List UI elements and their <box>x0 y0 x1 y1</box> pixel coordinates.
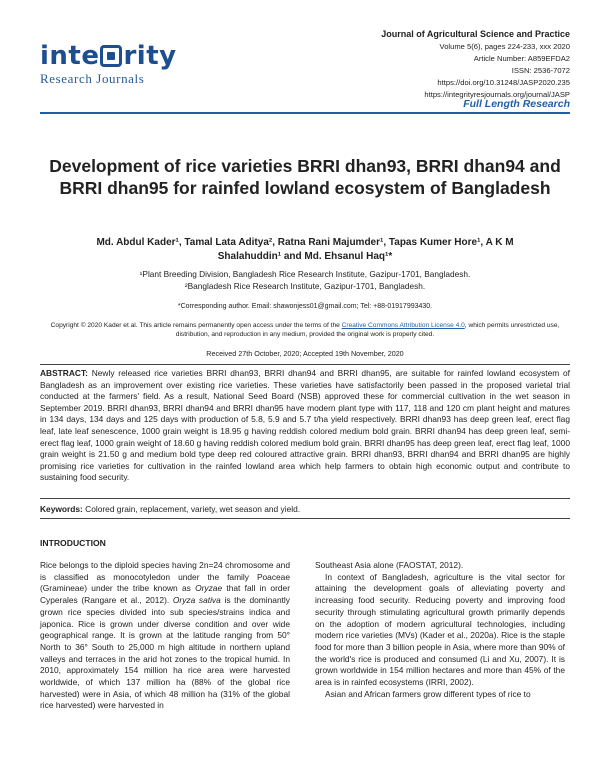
journal-info <box>381 28 570 101</box>
abstract-text: Newly released rice varieties BRRI dhan93, BRRI dhan94 and BRRI dhan95, are suitable for rainfed lowland ecosystem of Bangladesh as an improvement over existing rice varieties. These varieties have satisfactorily been passed in the proposed varietal trial conducted at the farmers' field. As a result, National Seed Board (NSB) approved these for commercial cultivation in the wet season in September 2019. BRRI dhan93, BRRI dhan94 and BRRI dhan95 have modern plant type with 117, 118 and 120 cm plant height and matures in 134 days, 134 days and 125 days with production of 5.8, 5.9 and 5.7 t/ha yield respectively. BRRI dhan93 has deep green leaf, erect flag leaf, late leaf senescence, 1000 grain weight is 18.95 g having reddish colored medium bold grain. BRRI dhan94 has deep green leaf, semi-erect flag leaf, 1000 grain weight of 18.60 g having reddish colored medium bold grain. BRRI dhan95 has deep green leaf, erect flag leaf, 1000 grain weight is 21.50 g and medium bold type deep red coloured attractive grain. BRRI dhan93, BRRI dhan94 and BRRI dhan95 are highly promising rice varieties for cultivation in the rainfed lowland area which help farmers to obtain high economic output and contribute to sustaining food security. <box>40 368 570 483</box>
journal-url-link[interactable]: https://integrityresjournals.org/journal/JASP <box>424 90 570 99</box>
corresponding-author: *Corresponding author. Email: shawonjess01@gmail.com; Tel: +88-01917993430. <box>177 303 433 310</box>
affiliations <box>40 268 570 292</box>
abstract-label: ABSTRACT: <box>40 368 88 378</box>
intro-left-column <box>40 560 290 712</box>
logo-g-icon <box>100 45 122 67</box>
intro-paragraph-1: Rice belongs to the diploid species having 2n=24 chromosome and is classified as monocotyledon under the family Poaceae (Gramineae) under the tribe known as Oryzae that fall in order Cyperales (Rangare et al., 2012). Oryza sativa is the dominantly grown rice species divided into sub species/strains indica and japonica. Rice is grown under diverse condition and over wide geographical range. It is grown at the latitude ranging from 50° North to 36° South to 25,000 m high altitude in northern upland valleys and terraces in the arid hot zones to the tropical humid. In 2010, approximately 154 million ha rice area were harvested worldwide, of which 137 million ha (88% of the global rice harvested) were in Asia, of which 48 million ha (31% of the global rice harvested) were harvested in <box>40 560 290 711</box>
affiliation-2: ²Bangladesh Rice Research Institute, Gazipur-1701, Bangladesh. <box>184 281 426 291</box>
intro-paragraph-2: In context of Bangladesh, agriculture is the vital sector for attaining the development goals of alleviating poverty and increasing food security. Reducing poverty and improving food security through stimulating agricultural growth primarily depends on the adoption of modern agricultural technologies, including modern rice varieties (MVs) (Kader et al., 2020a). Rice is the staple food for more than 3 billion people in Asia, where more than 90% of the world's rice is produced and consumed (Li and Xu, 2007). It is grown worldwide in 154 million hectares and more than 45% of the area is in rainfed ecosystems (IRRI, 2002). <box>315 571 565 688</box>
logo-subtitle: Research Journals <box>40 71 145 86</box>
intro-paragraph-3: Asian and African farmers grow different types of rice to <box>325 688 531 699</box>
authors-line-1: Md. Abdul Kader¹, Tamal Lata Aditya², Ratna Rani Majumder¹, Tapas Kumer Hore¹, A K M <box>96 237 514 248</box>
copyright-notice: Copyright © 2020 Kader et al. This article remains permanently open access under the terms of the Creative Commons Attribution License 4.0, which permits unrestricted use, distribution, and reproduction in any medium, provided the original work is properly cited. <box>50 322 560 338</box>
journal-volume: Volume 5(6), pages 224-233, xxx 2020 <box>439 42 570 51</box>
abstract-top-divider <box>40 364 570 365</box>
keywords-text: Colored grain, replacement, variety, wet season and yield. <box>85 504 301 514</box>
license-link[interactable]: Creative Commons Attribution License 4.0 <box>341 322 465 329</box>
keywords-label: Keywords: <box>40 504 83 514</box>
affiliation-1: ¹Plant Breeding Division, Bangladesh Rice Research Institute, Gazipur-1701, Bangladesh. <box>139 269 471 279</box>
keywords <box>40 504 570 514</box>
article-number: Article Number: A859EFDA2 <box>473 54 570 63</box>
issn: ISSN: 2536-7072 <box>511 66 570 75</box>
author-list <box>40 236 570 264</box>
header-divider <box>40 112 570 114</box>
intro-right-column <box>315 560 565 700</box>
authors-line-2: Shalahuddin¹ and Md. Ehsanul Haq¹* <box>217 251 393 262</box>
abstract-bottom-divider <box>40 498 570 499</box>
section-heading-introduction: INTRODUCTION <box>40 538 106 548</box>
logo-wordmark: inte rity <box>40 41 177 71</box>
received-dates: Received 27th October, 2020; Accepted 19th November, 2020 <box>206 349 404 358</box>
journal-title: Journal of Agricultural Science and Practice <box>381 29 570 39</box>
journal-logo <box>40 42 180 87</box>
abstract <box>40 368 570 484</box>
intro-paragraph-continued: Southeast Asia alone (FAOSTAT, 2012). <box>315 560 464 570</box>
paper-title: Development of rice varieties BRRI dhan93, BRRI dhan94 and BRRI dhan95 for rainfed lowland ecosystem of Bangladesh <box>49 156 561 198</box>
keywords-divider <box>40 518 570 519</box>
article-type: Full Length Research <box>463 98 570 110</box>
doi-link[interactable]: https://doi.org/10.31248/JASP2020.235 <box>437 78 570 87</box>
